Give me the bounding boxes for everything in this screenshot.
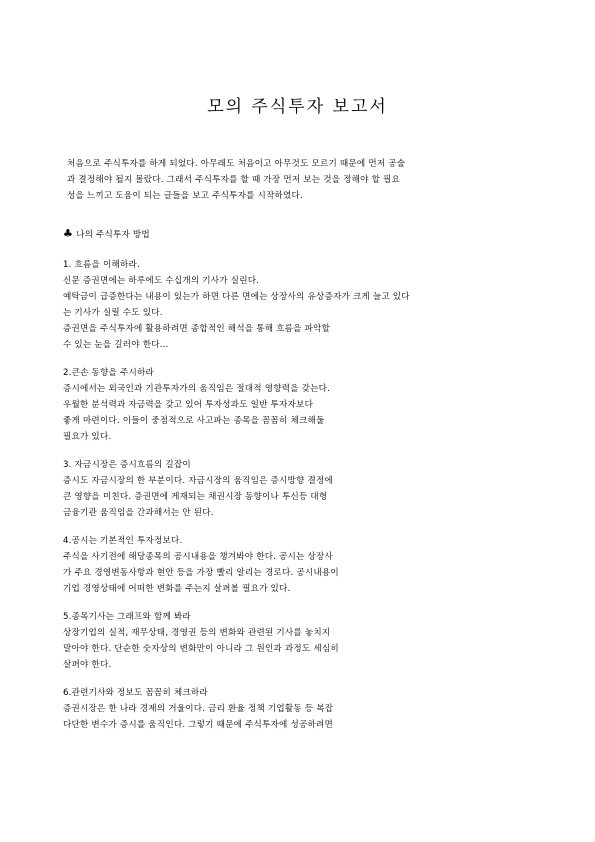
section-line: 증시에서는 외국인과 기관투자가의 움직임은 절대적 영향력을 갖는다. bbox=[63, 384, 331, 394]
methods-heading-label: 나의 주식투자 방법 bbox=[76, 230, 150, 240]
section-line: 수 있는 눈을 길러야 한다... bbox=[63, 340, 169, 350]
section-line: 다단한 변수가 증시를 움직인다. 그렇기 때문에 주식투자에 성공하려면 bbox=[63, 720, 334, 730]
section-line: 신문 증권면에는 하루에도 수십개의 기사가 실린다. bbox=[63, 276, 260, 286]
section-heading: 4.공시는 기본적인 투자정보다. bbox=[63, 536, 183, 546]
section-heading: 5.종목기사는 그래프와 함께 봐라 bbox=[63, 612, 191, 622]
section-line: 주식을 사기전에 해당종목의 공시내용을 챙겨봐야 한다. 공시는 상장사 bbox=[63, 552, 334, 562]
section-4 bbox=[63, 533, 533, 597]
section-line: 살펴야 한다. bbox=[63, 660, 112, 670]
section-heading: 2.큰손 동향을 주시하라 bbox=[63, 368, 154, 378]
section-line: 가 주요 경영변동사항과 현안 등을 가장 빨리 알리는 경로다. 공시내용이 bbox=[63, 568, 339, 578]
section-6 bbox=[63, 685, 533, 733]
methods-heading bbox=[63, 226, 533, 243]
intro-line: 과 결정해야 될지 몰랐다. 그래서 주식투자를 할 때 가장 먼저 보는 것을 정해야 할 필요 bbox=[67, 175, 401, 185]
section-line: 우월한 분석력과 자금력을 갖고 있어 투자성과도 일반 투자자보다 bbox=[63, 400, 314, 410]
section-line: 큰 영향을 미친다. 증권면에 게재되는 채권시장 동향이나 투신등 대형 bbox=[63, 492, 328, 502]
section-heading: 3. 자금시장은 증시흐름의 길잡이 bbox=[63, 460, 191, 470]
section-line: 증권시장은 한 나라 경제의 거울이다. 금리 환율 정책 기업활동 등 복잡 bbox=[63, 704, 334, 714]
section-line: 는 기사가 실릴 수도 있다. bbox=[63, 308, 163, 318]
section-line: 말아야 한다. 단순한 숫자상의 변화만이 아니라 그 원인과 과정도 세심히 bbox=[63, 644, 339, 654]
section-heading: 1. 흐름을 이해하라. bbox=[63, 260, 140, 270]
section-2 bbox=[63, 365, 533, 445]
section-line: 증시도 자금시장의 한 부분이다. 자금시장의 움직임은 증시방향 결정에 bbox=[63, 476, 334, 486]
section-line: 증권면을 주식투자에 활용하려면 종합적인 해석을 통해 흐름을 파악할 bbox=[63, 324, 331, 334]
section-line: 금융기관 움직임을 간과해서는 안 된다. bbox=[63, 508, 214, 518]
section-line: 기업 경영상태에 어떠한 변화를 주는지 살펴볼 필요가 있다. bbox=[63, 584, 291, 594]
section-line: 예탁금이 급증한다는 내용이 있는가 하면 다른 면에는 상장사의 유상증자가 크게 늘고 있다 bbox=[63, 292, 410, 302]
document-body bbox=[63, 156, 533, 733]
intro-paragraph bbox=[63, 156, 533, 204]
section-3 bbox=[63, 457, 533, 521]
section-5 bbox=[63, 609, 533, 673]
section-heading: 6.관련기사와 정보도 꼼꼼히 체크하라 bbox=[63, 688, 208, 698]
section-line: 상장기업의 실적, 재무상태, 경영권 등의 변화와 관련된 기사를 놓치지 bbox=[63, 628, 331, 638]
document-title: 모의 주식투자 보고서 bbox=[207, 97, 388, 117]
club-icon: ♣ bbox=[63, 227, 74, 240]
section-1 bbox=[63, 257, 533, 353]
intro-line: 성을 느끼고 도움이 되는 글들을 보고 주식투자를 시작하였다. bbox=[67, 191, 303, 201]
intro-line: 처음으로 주식투자를 하게 되었다. 아무래도 처음이고 아무것도 모르기 때문에 먼저 공술 bbox=[67, 159, 406, 169]
section-line: 좋게 마련이다. 이들이 중점적으로 사고파는 종목을 꼼꼼히 체크해둘 bbox=[63, 416, 325, 426]
section-line: 필요가 있다. bbox=[63, 432, 112, 442]
